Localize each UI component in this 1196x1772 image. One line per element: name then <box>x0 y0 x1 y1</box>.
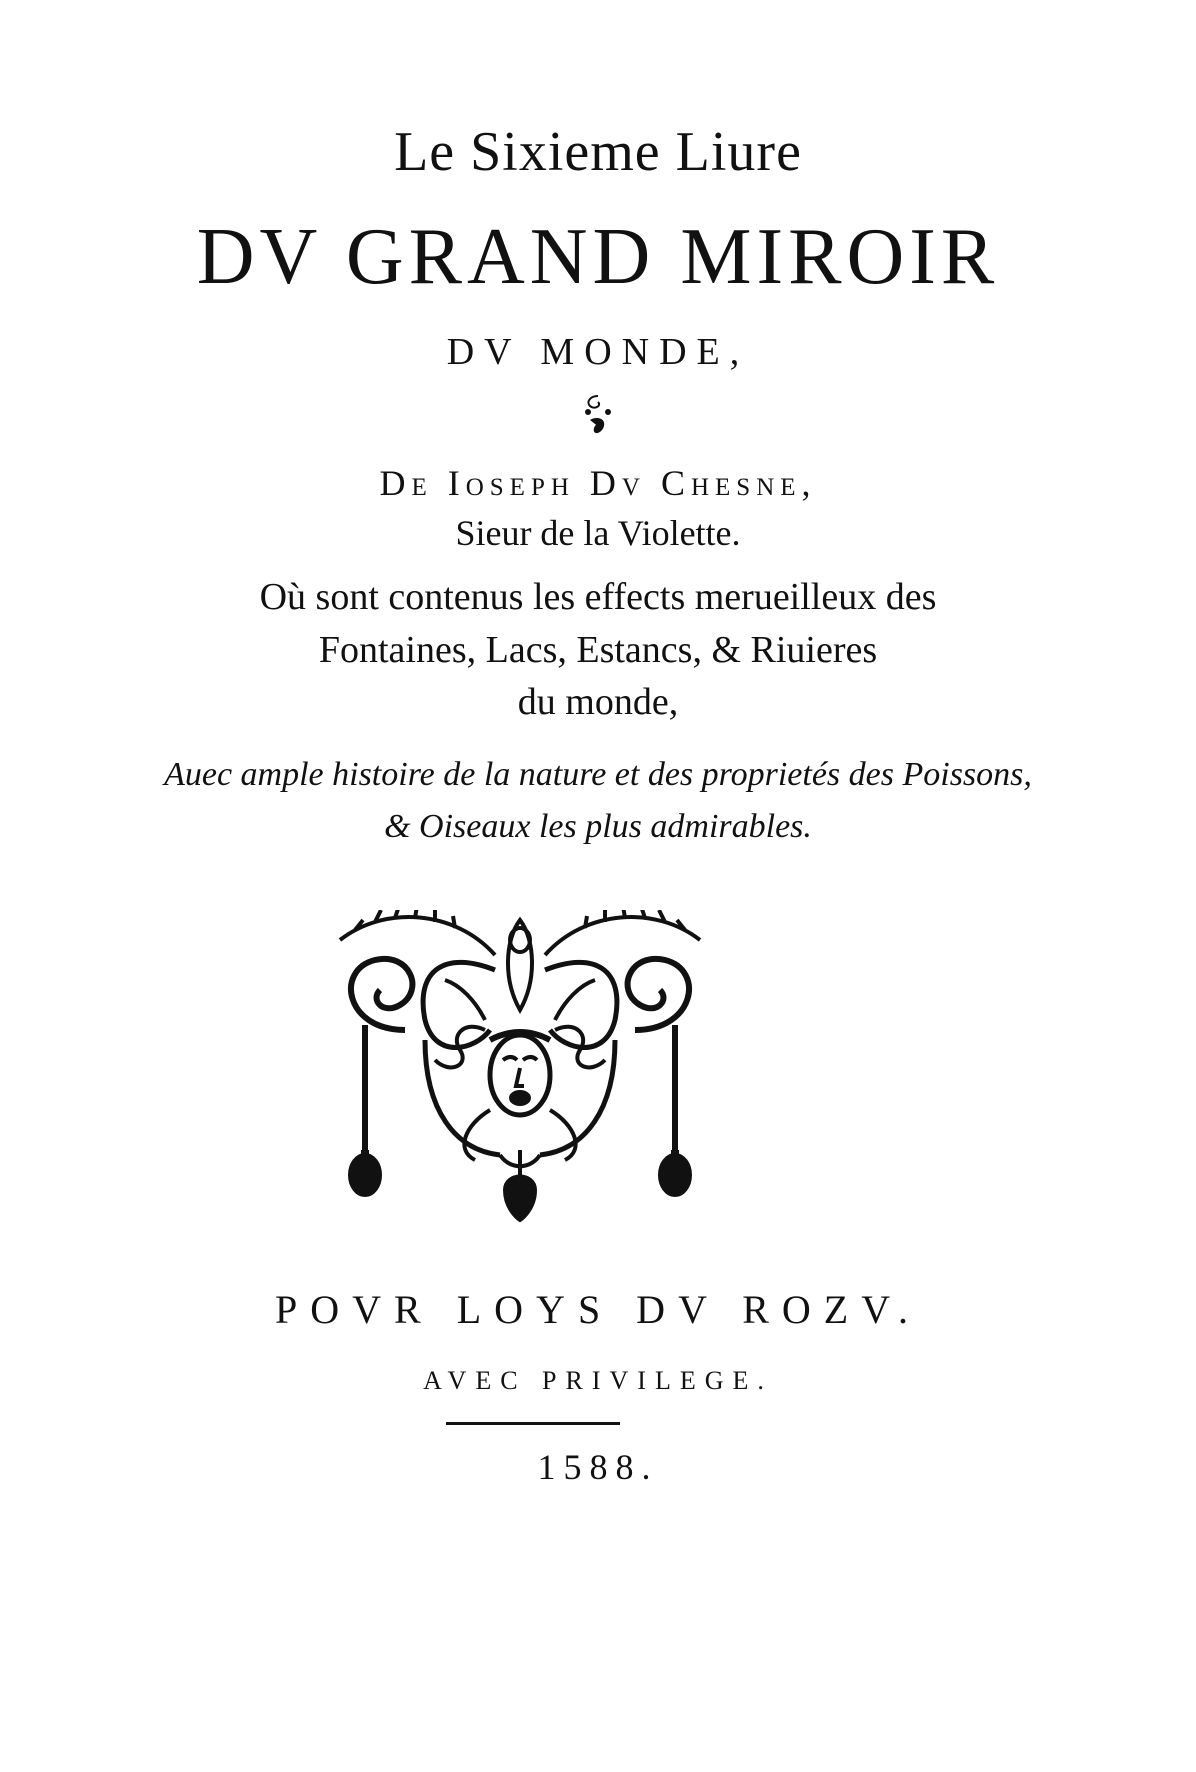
description-line-2: Fontaines, Lacs, Estancs, & Riuieres <box>318 629 878 671</box>
subtitle-line-1: Auec ample histoire de la nature et des proprietés des Poissons, <box>164 756 1032 793</box>
author-title: Sieur de la Violette. <box>455 513 741 553</box>
fleuron-icon <box>576 392 620 442</box>
year-line: 1588. <box>537 1447 659 1487</box>
privilege-line: AVEC PRIVILEGE. <box>423 1366 773 1395</box>
title-line-2: DV GRAND MIROIR <box>196 213 1000 301</box>
subtitle-line-2: & Oiseaux les plus admirables. <box>384 808 812 845</box>
title-line-3: DV MONDE, <box>446 331 750 373</box>
description-line-3: du monde, <box>517 681 679 723</box>
title-line-1: Le Sixieme Liure <box>394 121 802 183</box>
author-line: De Ioseph Dv Chesne, <box>379 463 817 503</box>
publisher-line: POVR LOYS DV ROZV. <box>275 1287 921 1332</box>
horizontal-rule <box>446 1422 620 1425</box>
grotesque-mask-ornament <box>325 910 715 1235</box>
description-line-1: Où sont contenus les effects merueilleux des <box>259 576 937 618</box>
